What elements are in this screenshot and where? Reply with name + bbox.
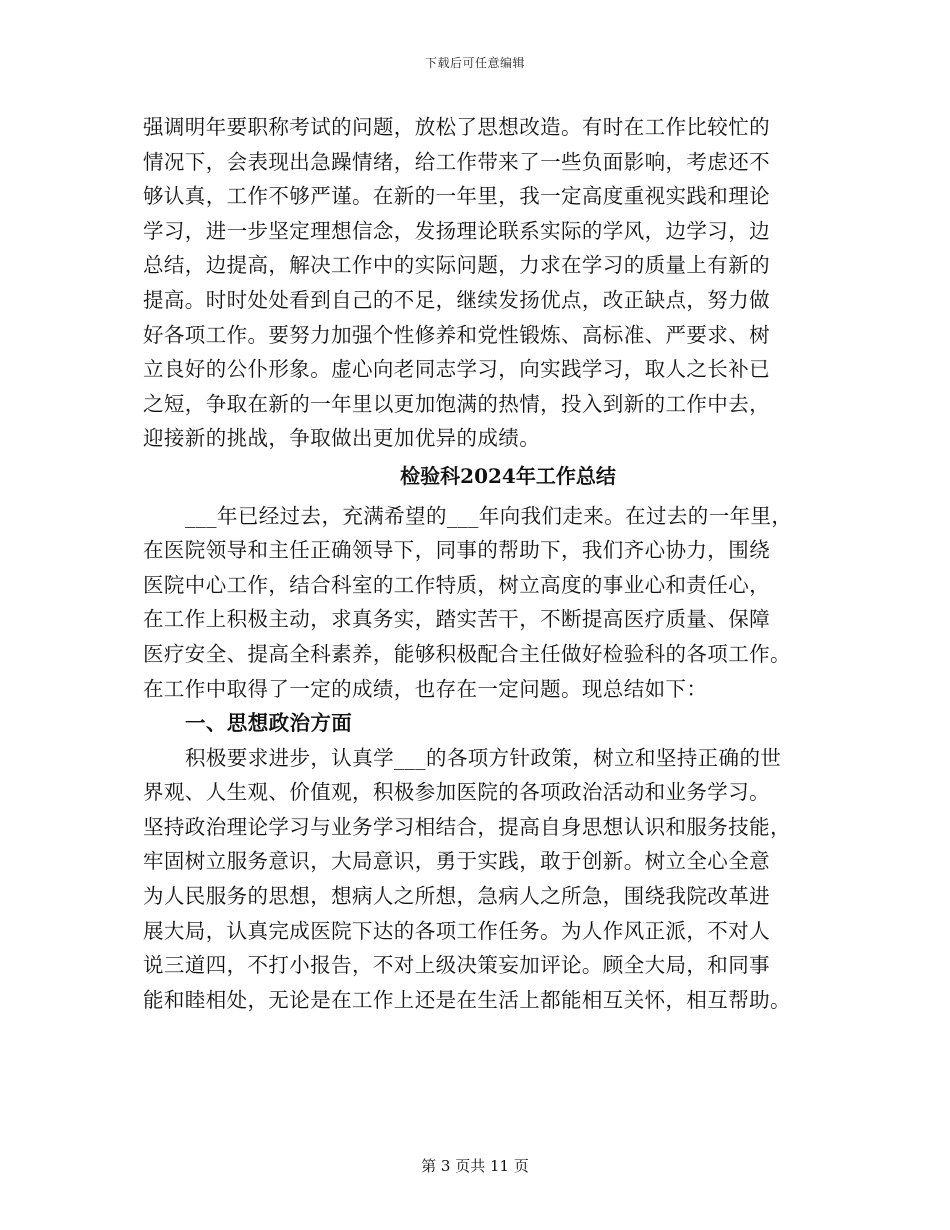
- paragraph-line: 在医院领导和主任正确领导下，同事的帮助下，我们齐心协力，围绕: [143, 538, 770, 563]
- paragraph-line: 界观、人生观、价值观，积极参加医院的各项政治活动和业务学习。: [143, 780, 770, 805]
- section-paragraph: [143, 741, 823, 1018]
- paragraph-line: 总结，边提高，解决工作中的实际问题，力求在学习的质量上有新的: [143, 253, 770, 278]
- paragraph-line: 在工作上积极主动，求真务实，踏实苦干，不断提高医疗质量、保障: [143, 607, 770, 632]
- paragraph-line: 迎接新的挑战，争取做出更加优异的成绩。: [143, 426, 541, 451]
- paragraph-line: 好各项工作。要努力加强个性修养和党性锻炼、高标准、严要求、树: [143, 322, 770, 347]
- paragraph-line: 立良好的公仆形象。虚心向老同志学习，向实践学习，取人之长补已: [143, 357, 770, 382]
- intro-paragraph: [143, 499, 823, 707]
- paragraph-line: 学习，进一步坚定理想信念，发扬理论联系实际的学风，边学习，边: [143, 218, 770, 243]
- section-heading: 一、思想政治方面: [185, 711, 353, 736]
- page-footer: 第 3 页共 11 页: [421, 1157, 529, 1175]
- paragraph-line: 在工作中取得了一定的成绩，也存在一定问题。现总结如下：: [143, 676, 708, 701]
- paragraph-line: 积极要求进步，认真学___的各项方针政策，树立和坚持正确的世: [185, 745, 782, 770]
- paragraph-line: 牢固树立服务意识，大局意识，勇于实践，敢于创新。树立全心全意: [143, 849, 770, 874]
- paragraph-line: 够认真，工作不够严谨。在新的一年里，我一定高度重视实践和理论: [143, 184, 770, 209]
- paragraph-line: 强调明年要职称考试的问题，放松了思想改造。有时在工作比较忙的: [143, 115, 770, 139]
- paragraph-line: 提高。时时处处看到自己的不足，继续发扬优点，改正缺点，努力做: [143, 287, 770, 312]
- paragraph-line: 之短，争取在新的一年里以更加饱满的热情，投入到新的工作中去，: [143, 391, 770, 416]
- paragraph-continuation: [143, 110, 823, 456]
- paragraph-line: 能和睦相处，无论是在工作上还是在生活上都能相互关怀，相互帮助。: [143, 987, 791, 1012]
- document-title: 检验科2024年工作总结: [400, 463, 616, 488]
- paragraph-line: 为人民服务的思想，想病人之所想，急病人之所急，围绕我院改革进: [143, 884, 770, 909]
- paragraph-line: 坚持政治理论学习与业务学习相结合，提高自身思想认识和服务技能，: [143, 814, 791, 839]
- paragraph-line: 医疗安全、提高全科素养，能够积极配合主任做好检验科的各项工作。: [143, 641, 791, 666]
- paragraph-line: 情况下，会表现出急躁情绪，给工作带来了一些负面影响，考虑还不: [143, 149, 770, 174]
- document-body: [143, 110, 823, 1017]
- paragraph-line: 说三道四，不打小报告，不对上级决策妄加评论。顾全大局，和同事: [143, 953, 770, 978]
- page-header-note: 下载后可任意编辑: [424, 56, 525, 70]
- paragraph-line: 医院中心工作，结合科室的工作特质，树立高度的事业心和责任心，: [143, 572, 770, 597]
- paragraph-line: 展大局，认真完成医院下达的各项工作任务。为人作风正派，不对人: [143, 918, 770, 943]
- paragraph-line: ___年已经过去，充满希望的___年向我们走来。在过去的一年里，: [185, 503, 793, 528]
